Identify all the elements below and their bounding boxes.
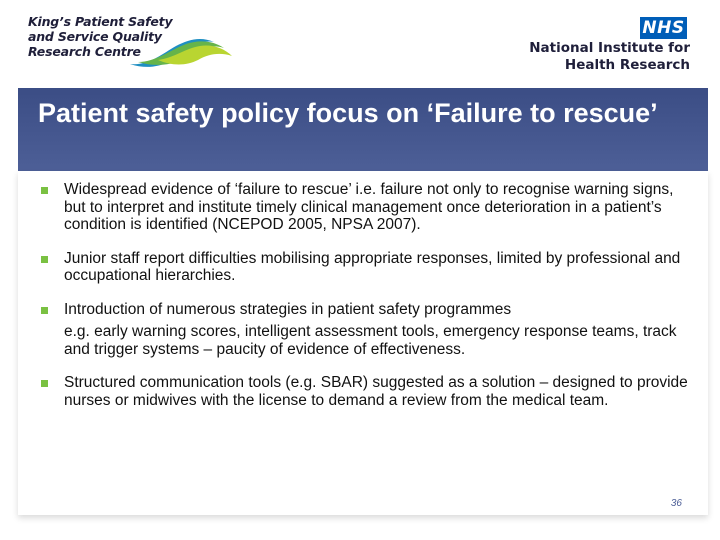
page-number: 36 [670, 498, 682, 509]
square-bullet-icon [41, 187, 48, 194]
title-band [18, 88, 708, 171]
kings-logo-line-2: and Service Quality [28, 29, 162, 44]
bullet-item [38, 250, 698, 285]
nihr-logo-text [529, 40, 690, 74]
slide-title: Patient safety policy focus on ‘Failure to rescue’ [38, 98, 658, 128]
kings-logo-line-1: King’s Patient Safety [28, 14, 173, 29]
nhs-logo: NHS [640, 17, 687, 39]
nihr-line-2: Health Research [564, 57, 690, 73]
bullet-subtext: e.g. early warning scores, intelligent assessment tools, emergency response teams, track and trigger systems – paucity of evidence of effectiveness. [64, 323, 677, 358]
bullet-list [38, 181, 698, 425]
bullet-item [38, 181, 698, 234]
bullet-text: Introduction of numerous strategies in patient safety programmes [64, 300, 512, 318]
kings-logo-line-3: Research Centre [28, 44, 141, 59]
bullet-text: Widespread evidence of ‘failure to rescue’ i.e. failure not only to recognise warning signs, but to interpret and institute timely clinical management once deterioration in a patient’s condition is identified (NCEPOD 2005, NPSA 2007). [64, 181, 674, 233]
square-bullet-icon [41, 256, 48, 263]
nihr-line-1: National Institute for [529, 40, 690, 56]
bullet-item [38, 301, 698, 359]
content-panel [18, 171, 708, 515]
bullet-text: Junior staff report difficulties mobilising appropriate responses, limited by professional and occupational hierarchies. [64, 249, 681, 284]
kings-patient-safety-logo [28, 14, 238, 76]
square-bullet-icon [41, 380, 48, 387]
bullet-item [38, 374, 698, 409]
square-bullet-icon [41, 307, 48, 314]
wave-swoosh-icon [128, 32, 236, 74]
bullet-text: Structured communication tools (e.g. SBAR) suggested as a solution – designed to provide nurses or midwives with the license to demand a review from the medical team. [64, 374, 688, 409]
